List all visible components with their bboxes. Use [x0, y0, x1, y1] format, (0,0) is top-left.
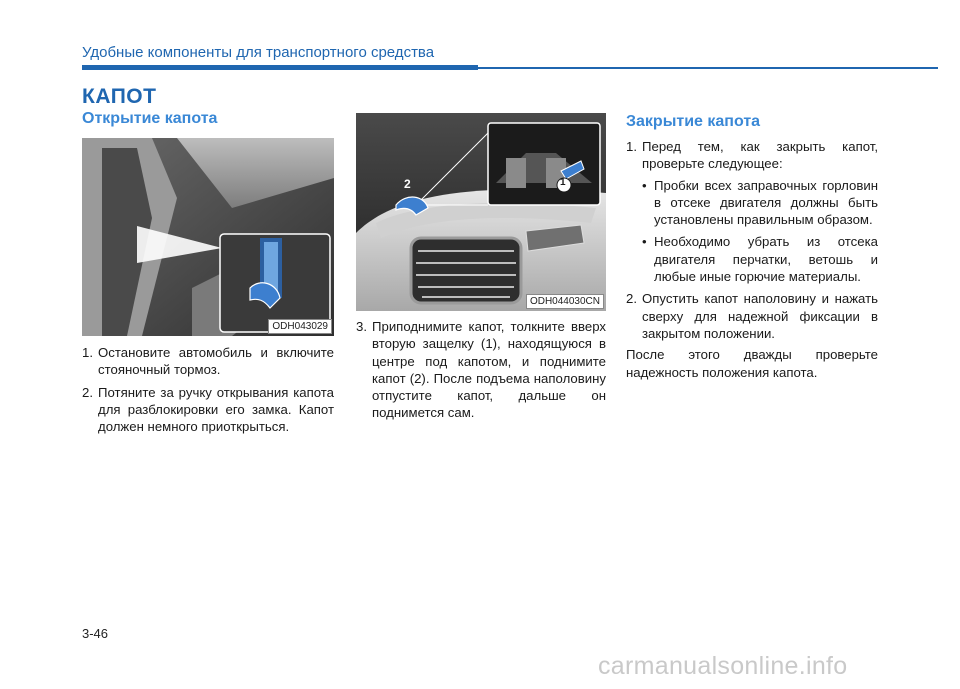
- hood-release-illustration: [82, 138, 334, 336]
- section-title: КАПОТ: [82, 85, 157, 108]
- header-rule-thick: [82, 65, 478, 70]
- list-item: [82, 344, 334, 379]
- list-item: [626, 138, 878, 173]
- bullet-text: Необходимо убрать из отсека двигателя перчатки, ветошь и любые иные горючие материалы.: [654, 234, 878, 285]
- opening-steps: [82, 344, 334, 440]
- bullet-item: • Необходимо убрать из отсека двигателя перчатки, ветошь и любые иные горючие материалы.: [642, 234, 878, 285]
- bullet-item: • Пробки всех заправочных горловин в отсеке двигателя должны быть установлены правильным образом.: [642, 177, 878, 228]
- step-text: Приподнимите капот, толкните вверх вторую защелку (1), находящуюся в центре под капотом, и поднимите капот (2). После подъема наполовину отпустите капот, дальше он поднимется сам.: [372, 319, 606, 421]
- watermark: carmanualsonline.info: [598, 652, 848, 680]
- list-item: [626, 290, 878, 342]
- step-number: 2.: [626, 291, 637, 307]
- hood-latch-image: [356, 113, 606, 311]
- step-text: Остановите автомобиль и включите стояночный тормоз.: [98, 345, 334, 378]
- opening-step-3: [356, 318, 606, 427]
- header-title: Удобные компоненты для транспортного средства: [82, 44, 435, 61]
- list-item: [356, 318, 606, 422]
- step-number: 1.: [626, 139, 637, 154]
- hood-release-image: [82, 138, 334, 336]
- step-number: 2.: [82, 384, 93, 400]
- list-item: [82, 384, 334, 436]
- image-code-label: ODH044030CN: [526, 294, 604, 309]
- image-code-label: ODH043029: [268, 319, 332, 334]
- page-number: 3-46: [82, 626, 109, 641]
- closing-note: После этого дважды проверьте надежность положения капота.: [626, 347, 878, 380]
- callout-2: 2: [404, 177, 411, 191]
- step-number: 1.: [82, 345, 93, 360]
- closing-heading: Закрытие капота: [626, 113, 761, 130]
- closing-steps: [626, 138, 878, 385]
- bullet-text: Пробки всех заправочных горловин в отсеке двигателя должны быть установлены правильным образом.: [654, 177, 878, 228]
- step-number: 3.: [356, 319, 367, 334]
- header-rule-thin: [478, 67, 938, 69]
- step-text: Потяните за ручку открывания капота для разблокировки его замка. Капот должен немного приоткрыться.: [98, 384, 334, 435]
- opening-heading: Открытие капота: [82, 110, 218, 127]
- car-hood-illustration: [356, 113, 606, 311]
- callout-1: 1: [560, 177, 566, 188]
- step-text: Перед тем, как закрыть капот, проверьте следующее:: [642, 139, 878, 172]
- step-text: Опустить капот наполовину и нажать сверху для надежной фиксации в закрытом положении.: [642, 291, 878, 341]
